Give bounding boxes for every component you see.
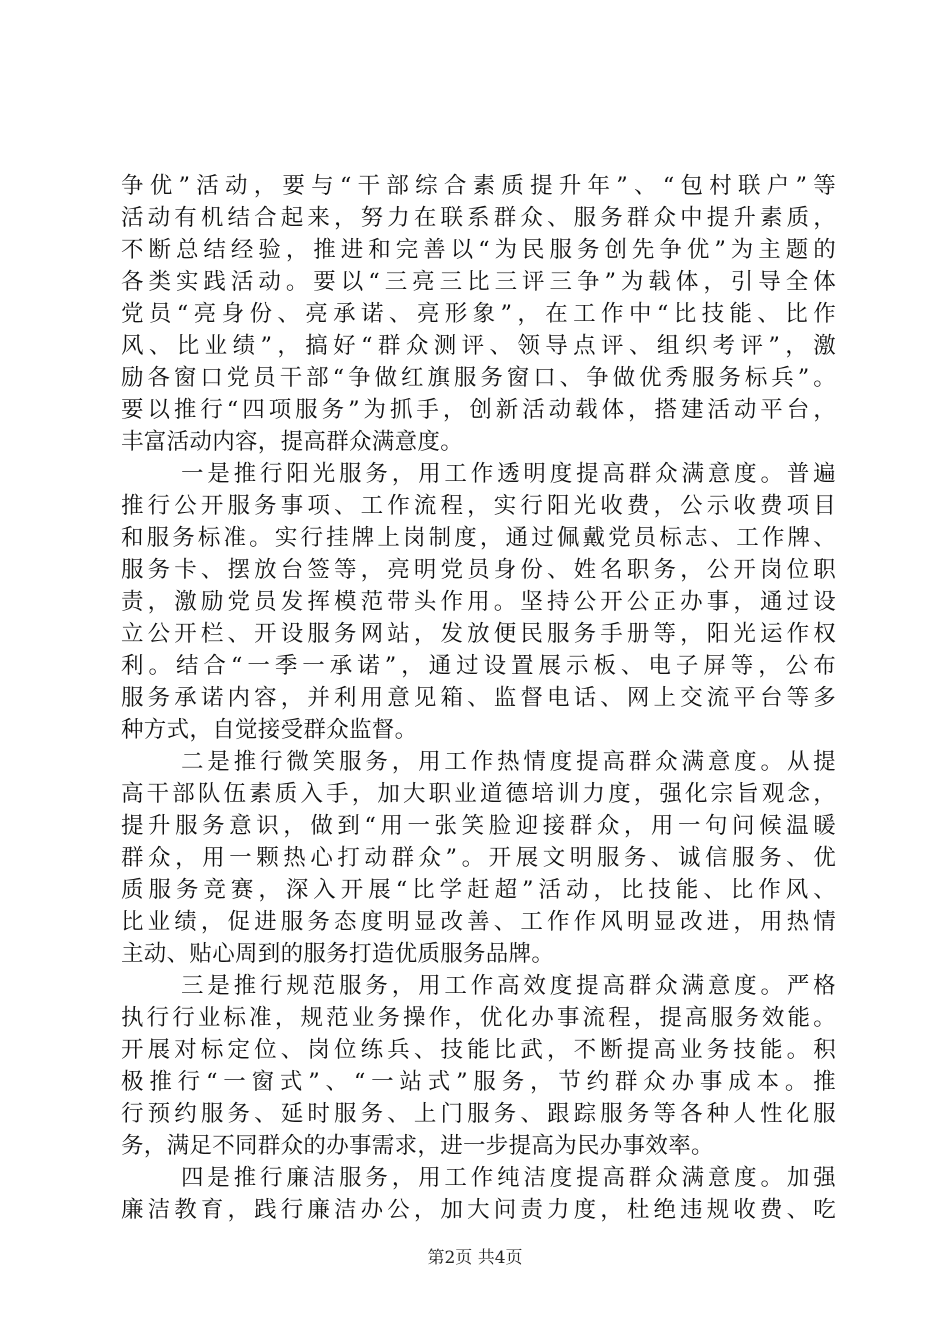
page-number-label: 第2页 共4页	[427, 1248, 523, 1268]
text-line: 丰富活动内容，提高群众满意度。	[121, 429, 464, 455]
text-line: 主动、贴心周到的服务打造优质服务品牌。	[121, 941, 555, 967]
text-line: 利。结合“一季一承诺”，通过设置展示板、电子屏等，公布	[121, 653, 836, 679]
text-line: 服务卡、摆放台签等，亮明党员身份、姓名职务，公开岗位职	[121, 557, 836, 583]
text-line: 廉洁教育，践行廉洁办公，加大问责力度，杜绝违规收费、吃	[121, 1197, 836, 1223]
text-line: 务，满足不同群众的办事需求，进一步提高为民办事效率。	[121, 1133, 714, 1159]
page-footer	[0, 1243, 950, 1268]
text-line: 责，激励党员发挥模范带头作用。坚持公开公正办事，通过设	[121, 589, 836, 615]
text-line: 活动有机结合起来，努力在联系群众、服务群众中提升素质，	[121, 205, 836, 231]
text-line: 争优”活动，要与“干部综合素质提升年”、“包村联户”等	[121, 173, 836, 199]
text-line: 要以推行“四项服务”为抓手，创新活动载体，搭建活动平台，	[121, 397, 836, 423]
text-line: 执行行业标准，规范业务操作，优化办事流程，提高服务效能。	[121, 1005, 836, 1031]
text-line: 提升服务意识，做到“用一张笑脸迎接群众，用一句问候温暖	[121, 813, 836, 839]
text-line: 开展对标定位、岗位练兵、技能比武，不断提高业务技能。积	[121, 1037, 836, 1063]
paragraph-first-line: 一是推行阳光服务，用工作透明度提高群众满意度。普遍	[181, 461, 836, 487]
text-line: 服务承诺内容，并利用意见箱、监督电话、网上交流平台等多	[121, 685, 836, 711]
text-line: 立公开栏、开设服务网站，发放便民服务手册等，阳光运作权	[121, 621, 836, 647]
text-line: 质服务竞赛，深入开展“比学赶超”活动，比技能、比作风、	[121, 877, 836, 903]
document-body	[121, 170, 836, 1226]
paragraph-first-line: 三是推行规范服务，用工作高效度提高群众满意度。严格	[181, 973, 836, 999]
text-line: 极推行“一窗式”、“一站式”服务，节约群众办事成本。推	[121, 1069, 836, 1095]
text-line: 比业绩，促进服务态度明显改善、工作作风明显改进，用热情	[121, 909, 836, 935]
text-line: 不断总结经验，推进和完善以“为民服务创先争优”为主题的	[121, 237, 836, 263]
paragraph-first-line: 二是推行微笑服务，用工作热情度提高群众满意度。从提	[181, 749, 836, 775]
text-line: 各类实践活动。要以“三亮三比三评三争”为载体，引导全体	[121, 269, 836, 295]
text-line: 行预约服务、延时服务、上门服务、跟踪服务等各种人性化服	[121, 1101, 836, 1127]
text-line: 种方式，自觉接受群众监督。	[121, 717, 418, 743]
text-line: 和服务标准。实行挂牌上岗制度，通过佩戴党员标志、工作牌、	[121, 525, 836, 551]
text-line: 励各窗口党员干部“争做红旗服务窗口、争做优秀服务标兵”。	[121, 365, 836, 391]
text-line: 风、比业绩”，搞好“群众测评、领导点评、组织考评”，激	[121, 333, 836, 359]
text-line: 群众，用一颗热心打动群众”。开展文明服务、诚信服务、优	[121, 845, 836, 871]
text-line: 高干部队伍素质入手，加大职业道德培训力度，强化宗旨观念，	[121, 781, 836, 807]
text-line: 党员“亮身份、亮承诺、亮形象”，在工作中“比技能、比作	[121, 301, 836, 327]
paragraph-first-line: 四是推行廉洁服务，用工作纯洁度提高群众满意度。加强	[181, 1165, 836, 1191]
text-line: 推行公开服务事项、工作流程，实行阳光收费，公示收费项目	[121, 493, 836, 519]
